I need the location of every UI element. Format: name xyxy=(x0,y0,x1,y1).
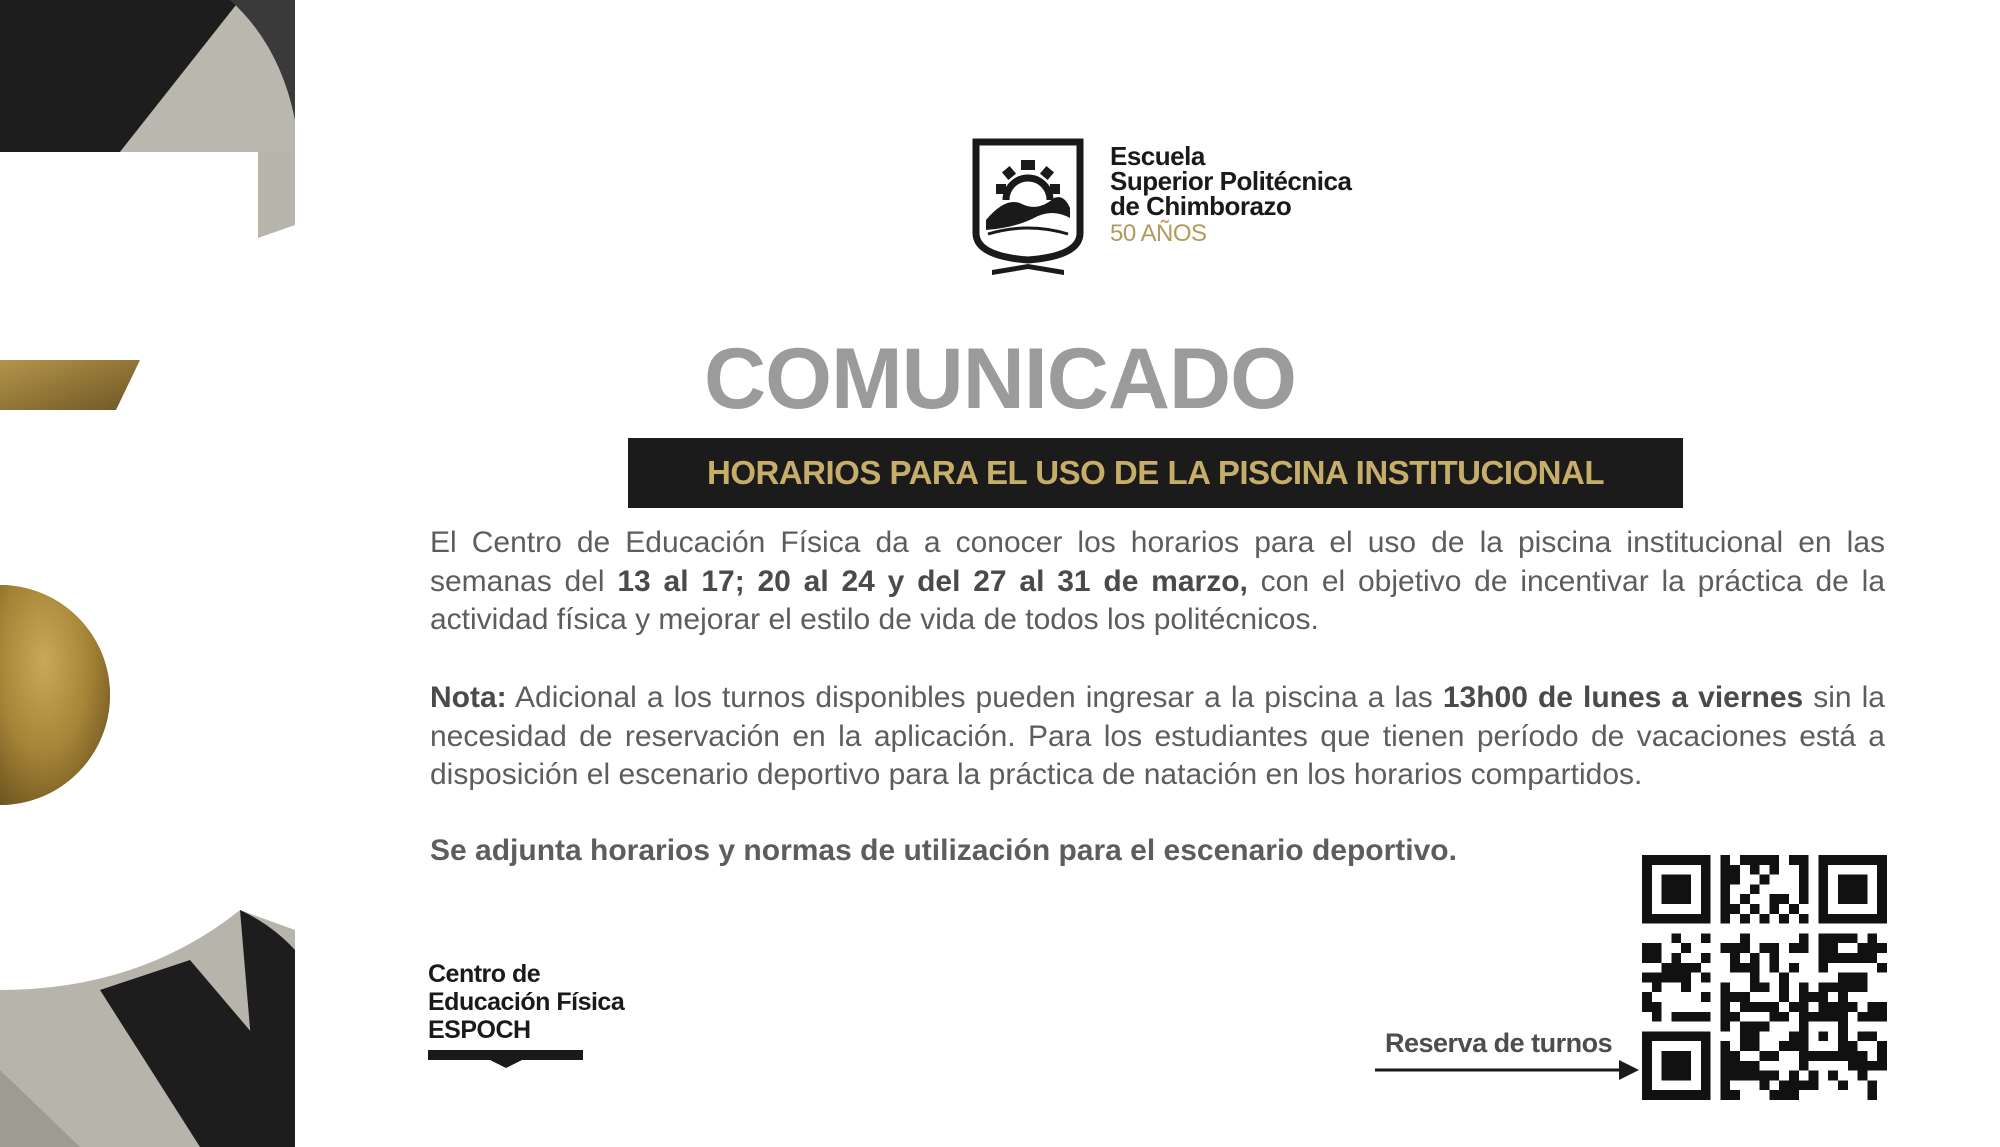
paragraph-note xyxy=(430,679,1885,795)
espoch-logo xyxy=(972,138,1392,288)
note-text-a: Adicional a los turnos disponibles pueden ingresar a la piscina a las xyxy=(506,681,1443,714)
cef-line-1: Centro de xyxy=(428,960,541,988)
intro-text-a: El Centro de Educación Física da a conocer los horarios para el uso de la piscina institucional en las semanas del xyxy=(430,526,1885,598)
note-text-b: sin la necesidad de reservación en la aplicación. Para los estudiantes que tienen período de vacaciones está a disposición el escenario deportivo para la práctica de natación en los horarios compartidos. xyxy=(430,681,1885,791)
qr-code-icon[interactable] xyxy=(1642,855,1887,1100)
logo-line-1: Escuela xyxy=(1110,141,1205,171)
shield-mountain-gear-icon xyxy=(972,138,1084,280)
logo-years: 50 AÑOS xyxy=(1110,220,1207,247)
cef-logo xyxy=(428,960,624,1068)
note-time: 13h00 de lunes a viernes xyxy=(1442,681,1804,714)
book-underline-icon xyxy=(428,1046,583,1068)
arrow-right-icon xyxy=(1375,1058,1641,1082)
number-five-geometric-icon xyxy=(0,0,300,1147)
subtitle-banner xyxy=(628,438,1683,508)
paragraph-attachment: Se adjunta horarios y normas de utilización para el escenario deportivo. xyxy=(430,834,1457,867)
reserva-label: Reserva de turnos xyxy=(1385,1028,1613,1058)
note-label: Nota: xyxy=(430,681,507,714)
intro-text-b: con el objetivo de incentivar la práctica de la actividad física y mejorar el estilo de vida de todos los politécnicos. xyxy=(430,564,1886,636)
intro-dates: 13 al 17; 20 al 24 y del 27 al 31 de marzo, xyxy=(617,564,1248,598)
logo-line-2: Superior Politécnica xyxy=(1110,166,1352,196)
cef-line-3: ESPOCH xyxy=(428,1016,531,1044)
page-title: COMUNICADO xyxy=(704,331,1296,427)
cef-line-2: Educación Física xyxy=(428,988,625,1016)
banner-text: HORARIOS PARA EL USO DE LA PISCINA INSTITUCIONAL xyxy=(707,454,1604,491)
logo-line-3: de Chimborazo xyxy=(1110,191,1292,221)
reserva-turnos[interactable] xyxy=(1375,1028,1641,1078)
paragraph-intro xyxy=(430,524,1885,640)
